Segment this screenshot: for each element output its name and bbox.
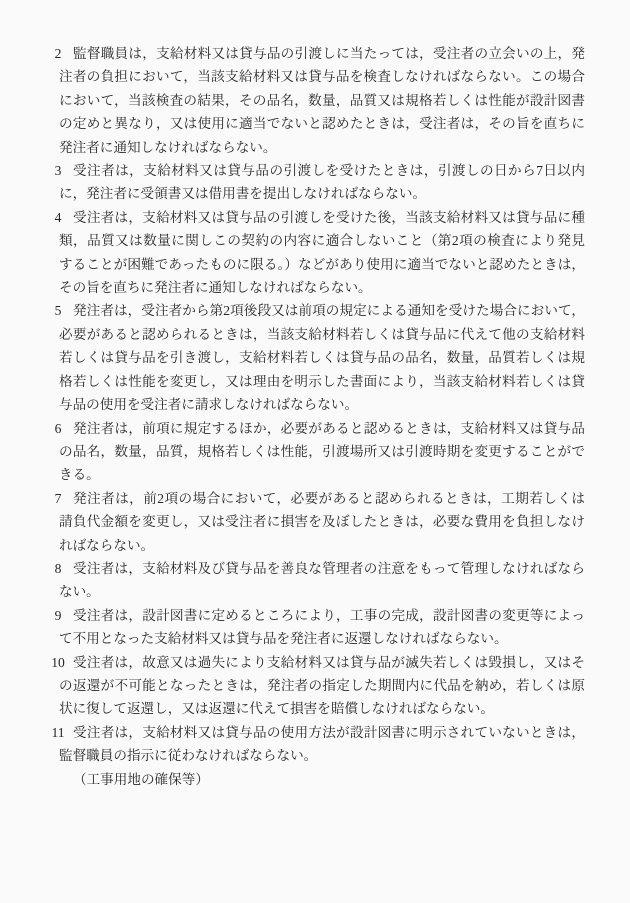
clause-line: 監督職員の指示に従わなければならない。 <box>59 748 318 764</box>
clause-number: 7 <box>54 490 62 506</box>
clause-paragraph <box>0 487 630 557</box>
clause-number: 2 <box>54 46 62 61</box>
clause-line: て不用となった支給材料又は貸与品を発注者に返還しなければならない。 <box>59 631 508 647</box>
clause-number: 3 <box>54 163 62 179</box>
clause-line: ればならない。 <box>59 537 155 553</box>
clause-line: の定めと異なり，又は使用に適当でないと認めたときは，受注者は，その旨を直ちに <box>59 116 585 132</box>
clause-line: 受注者は，故意又は過失により支給材料又は貸与品が滅失若しくは毀損し，又はそ <box>73 654 585 670</box>
clause-number: 8 <box>54 560 62 576</box>
clause-paragraph <box>0 557 630 604</box>
clause-line: 類，品質又は数量に関しこの契約の内容に適合しないこと（第2項の検査により発見 <box>59 233 585 249</box>
clause-line: の品名，数量，品質，規格若しくは性能，引渡場所又は引渡時期を変更することがで <box>59 443 585 459</box>
clause-line: きる。 <box>59 467 100 483</box>
clause-line: 状に復して返還し，又は返還に代えて損害を賠償しなければならない。 <box>59 701 494 717</box>
clause-line: 請負代金額を変更し，又は受注者に損害を及ぼしたときは，必要な費用を負担しなけ <box>59 514 585 530</box>
clause-line: 格若しくは性能を変更し，又は理由を明示した書面により，当該支給材料若しくは貸 <box>59 373 585 389</box>
clause-paragraph <box>0 299 630 416</box>
clause-line: において，当該検査の結果，その品名，数量，品質又は規格若しくは性能が設計図書 <box>59 92 585 108</box>
clause-line: 監督職員は，支給材料又は貸与品の引渡しに当たっては，受注者の立会いの上，発 <box>73 46 585 61</box>
clause-paragraph <box>0 206 630 300</box>
clause-line: 与品の使用を受注者に請求しなければならない。 <box>59 397 359 413</box>
clause-line: 受注者は，支給材料又は貸与品の引渡しを受けたときは，引渡しの日から7日以内 <box>73 163 585 179</box>
clause-paragraph <box>0 42 630 159</box>
clause-line: 発注者は，受注者から第2項後段又は前項の規定による通知を受けた場合において， <box>73 303 585 319</box>
clause-paragraph <box>0 651 630 721</box>
clause-line: その旨を直ちに発注者に通知しなければならない。 <box>59 280 372 296</box>
clause-line: 注者の負担において，当該支給材料又は貸与品を検査しなければならない。この場合 <box>59 69 585 85</box>
clause-line: 発注者は，前2項の場合において，必要があると認められるときは，工期若しくは <box>73 490 585 506</box>
clause-number: 10 <box>51 654 65 670</box>
clause-line: 受注者は，支給材料又は貸与品の使用方法が設計図書に明示されていないときは， <box>73 724 585 740</box>
clause-number: 6 <box>54 420 62 436</box>
clause-line: することが困難であったものに限る。）などがあり使用に適当でないと認めたときは， <box>59 256 585 272</box>
clause-line: 発注者に通知しなければならない。 <box>59 139 277 155</box>
clause-line: 若しくは貸与品を引き渡し，支給材料若しくは貸与品の品名，数量，品質若しくは規 <box>59 350 585 366</box>
next-section-heading: （工事用地の確保等） <box>73 771 209 787</box>
clause-number: 5 <box>54 303 62 319</box>
clause-line: に，発注者に受領書又は借用書を提出しなければならない。 <box>59 186 427 202</box>
clause-number: 11 <box>51 724 65 740</box>
clause-paragraph <box>0 159 630 206</box>
clause-line: 発注者は，前項に規定するほか，必要があると認めるときは，支給材料又は貸与品 <box>73 420 585 436</box>
clause-line: の返還が不可能となったときは，発注者の指定した期間内に代品を納め，若しくは原 <box>59 677 585 693</box>
clause-list <box>0 42 630 768</box>
clause-line: 受注者は，支給材料及び貸与品を善良な管理者の注意をもって管理しなければなら <box>73 560 585 576</box>
clause-paragraph <box>0 417 630 487</box>
clause-line: 必要があると認められるときは，当該支給材料若しくは貸与品に代えて他の支給材料 <box>59 326 585 342</box>
clause-paragraph <box>0 604 630 651</box>
clause-line: ない。 <box>59 584 100 600</box>
clause-number: 4 <box>54 209 62 225</box>
clause-number: 9 <box>54 607 62 623</box>
clause-line: 受注者は，支給材料又は貸与品の引渡しを受けた後，当該支給材料又は貸与品に種 <box>73 209 585 225</box>
clause-paragraph <box>0 721 630 768</box>
clause-line: 受注者は，設計図書に定めるところにより，工事の完成，設計図書の変更等によっ <box>73 607 585 623</box>
document-content <box>0 42 630 791</box>
